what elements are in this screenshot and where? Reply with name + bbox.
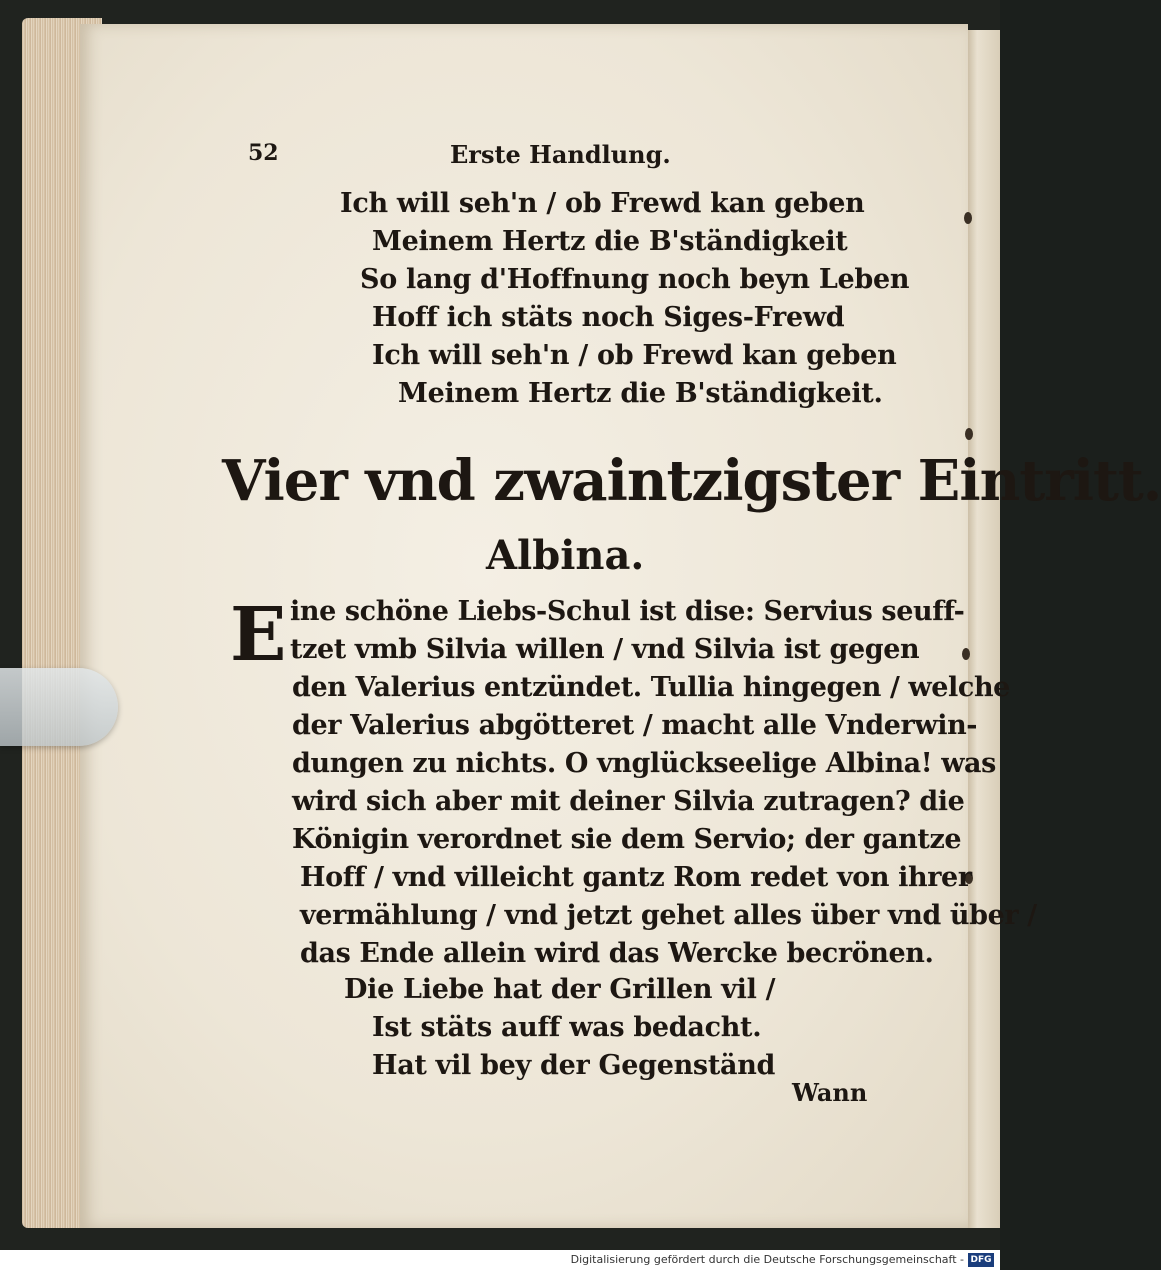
binding-hole [962,648,970,660]
prose-line: Hoff / vnd villeicht gantz Rom redet von ihrer [300,862,972,893]
prose-line: vermählung / vnd jetzt gehet alles über vnd über / [300,900,1037,931]
catchword: Wann [792,1078,868,1107]
prose-line: das Ende allein wird das Wercke becrönen. [300,938,934,969]
prose-line: dungen zu nichts. O vnglückseelige Albina! was [292,748,996,779]
scene-heading: Vier vnd zwaintzigster Eintritt. [222,448,1161,514]
verse-line: Meinem Hertz die B'ständigkeit. [398,378,883,409]
verse-line: Hat vil bey der Gegenständ [372,1050,776,1081]
prose-line: der Valerius abgötteret / macht alle Vnderwin- [292,710,978,741]
prose-line: tzet vmb Silvia willen / vnd Silvia ist gegen [290,634,920,665]
page-marker-tab [0,668,118,746]
dfg-logo: DFG [968,1253,994,1267]
verse-line: Ich will seh'n / ob Frewd kan geben [340,188,865,219]
footer-credit: Digitalisierung gefördert durch die Deutsche Forschungsgemeinschaft - [570,1253,964,1266]
page-number: 52 [248,140,279,166]
verse-line: So lang d'Hoffnung noch beyn Leben [360,264,910,295]
verse-line: Ist stäts auff was bedacht. [372,1012,762,1043]
verse-line: Die Liebe hat der Grillen vil / [344,974,776,1005]
prose-line: den Valerius entzündet. Tullia hingegen / welche [292,672,1010,703]
verse-line: Meinem Hertz die B'ständigkeit [372,226,848,257]
prose-line: wird sich aber mit deiner Silvia zutragen? die [292,786,965,817]
prose-line: ine schöne Liebs-Schul ist dise: Servius seuff- [290,596,965,627]
verse-line: Ich will seh'n / ob Frewd kan geben [372,340,897,371]
speaker-name: Albina. [486,532,645,579]
binding-hole [964,212,972,224]
prose-line: Königin verordnet sie dem Servio; der gantze [292,824,962,855]
verse-line: Hoff ich stäts noch Siges-Frewd [372,302,845,333]
binding-hole [965,428,973,440]
running-head: Erste Handlung. [450,140,671,169]
drop-cap: E [230,592,287,678]
